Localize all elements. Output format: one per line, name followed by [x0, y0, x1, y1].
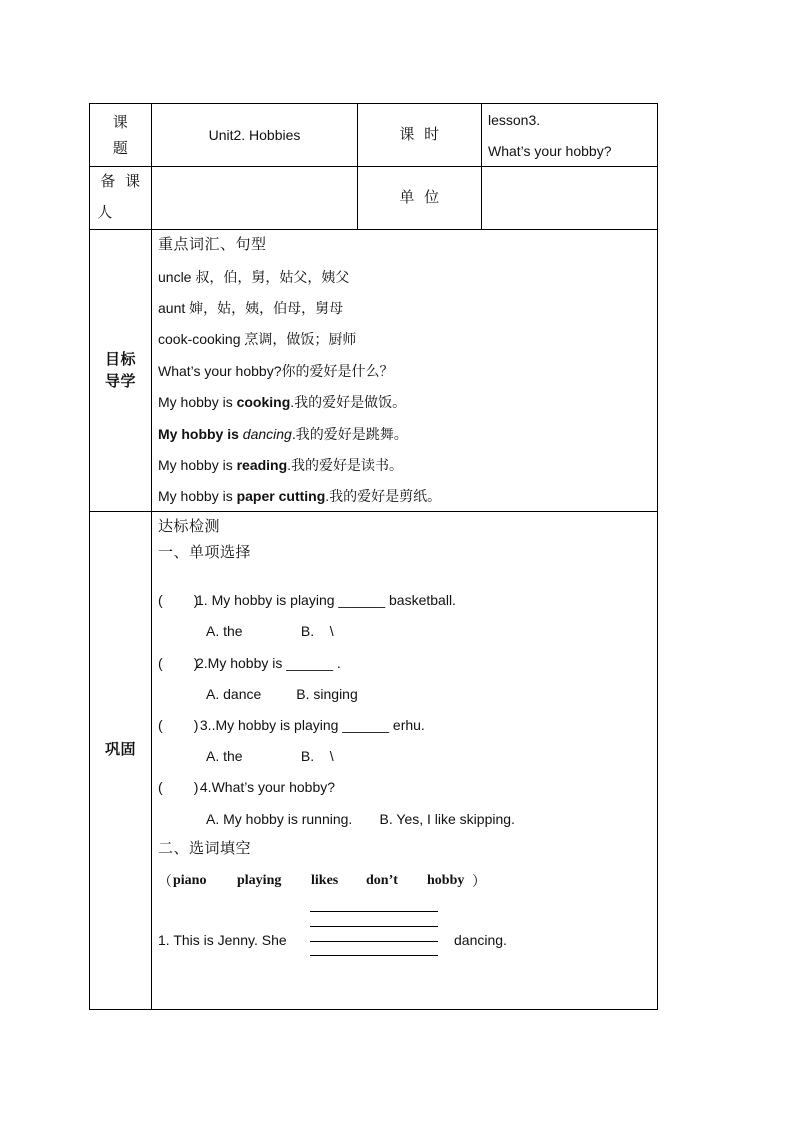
period-label: 课 时	[399, 126, 440, 143]
goals-heading: 重点词汇、句型	[158, 236, 267, 253]
table-col-divider	[151, 103, 152, 1010]
table-col-divider	[357, 103, 358, 230]
sentence-translation: .我的爱好是做饭。	[290, 394, 407, 410]
answer-blank-line[interactable]	[310, 911, 438, 912]
lesson-question: What’s your hobby?	[488, 143, 612, 159]
table-row-divider	[89, 511, 658, 512]
practice-heading: 达标检测	[158, 518, 221, 535]
vocab-line: cook-cooking 烹调，做饭；厨师	[158, 331, 357, 347]
question-options: A. dance B. singing	[206, 686, 358, 702]
section1-title: 一、单项选择	[158, 544, 252, 561]
question-paren: ( )	[158, 655, 199, 671]
sentence-keyword: paper cutting	[236, 488, 326, 504]
question-paren: ( )	[158, 592, 199, 608]
sentence-prefix: My hobby is	[158, 394, 237, 410]
answer-blank-line[interactable]	[310, 941, 438, 942]
sentence-line	[158, 393, 406, 411]
answer-blank-line[interactable]	[310, 926, 438, 927]
word-bank-item: piano	[173, 873, 207, 888]
goals-label-line2: 导学	[104, 373, 136, 390]
preparer-label-line2: 人	[97, 204, 113, 221]
vocab-line: uncle 叔，伯，舅，姑父，姨父	[158, 269, 350, 285]
sentence-line	[158, 456, 403, 474]
answer-blank-line[interactable]	[310, 955, 438, 956]
table-row-divider	[89, 166, 658, 167]
sentence-keyword: cooking	[236, 394, 291, 410]
section2-title: 二、选词填空	[158, 840, 252, 857]
question-text: 2.My hobby is ______ .	[196, 655, 341, 671]
sentence-translation: .我的爱好是读书。	[287, 457, 404, 473]
practice-label: 巩固	[104, 741, 136, 758]
fill-sentence-start: 1. This is Jenny. She	[158, 932, 287, 948]
question-text: 3..My hobby is playing ______ erhu.	[196, 717, 425, 733]
preparer-label: 备 课	[100, 173, 141, 190]
goals-label: 目标	[104, 351, 136, 368]
word-bank-open: （	[158, 873, 172, 889]
lesson-number: lesson3.	[488, 112, 541, 128]
sentence-keyword: reading	[236, 457, 288, 473]
topic-label: 课 题	[112, 114, 129, 157]
question-paren: ( )	[158, 717, 199, 733]
question-paren: ( )	[158, 779, 199, 795]
table-border-left	[89, 103, 90, 1010]
question-text: 1. My hobby is playing ______ basketball.	[196, 592, 456, 608]
table-border-bottom	[89, 1009, 658, 1010]
table-border-right	[657, 103, 658, 1010]
sentence-prefix: My hobby is	[158, 457, 237, 473]
vocab-line: What’s your hobby?你的爱好是什么？	[158, 363, 394, 379]
word-bank-item: playing	[237, 873, 282, 888]
table-row-divider	[89, 229, 658, 230]
fill-sentence-end: dancing.	[454, 932, 507, 948]
sentence-translation: .我的爱好是跳舞。	[291, 426, 408, 442]
word-bank-item: don’t	[366, 873, 398, 888]
sentence-keyword: dancing	[242, 426, 292, 442]
sentence-prefix: My hobby is	[158, 488, 237, 504]
sentence-translation: .我的爱好是剪纸。	[325, 488, 442, 504]
word-bank-item: likes	[311, 873, 339, 888]
question-options: A. the B. \	[206, 623, 334, 639]
sentence-prefix: My hobby is	[158, 426, 243, 442]
table-col-divider	[481, 103, 482, 230]
vocab-line: aunt 婶，姑，姨，伯母，舅母	[158, 300, 344, 316]
word-bank-close: ）	[472, 873, 486, 889]
unit-label: 单 位	[399, 189, 440, 206]
question-options: A. My hobby is running. B. Yes, I like skipping.	[206, 811, 515, 827]
question-text: 4.What’s your hobby?	[196, 779, 336, 795]
question-options: A. the B. \	[206, 748, 334, 764]
word-bank-item: hobby	[427, 873, 465, 888]
sentence-line	[158, 487, 441, 505]
table-border-top	[89, 103, 658, 104]
unit-title: Unit2. Hobbies	[208, 127, 301, 143]
sentence-line	[158, 425, 408, 443]
